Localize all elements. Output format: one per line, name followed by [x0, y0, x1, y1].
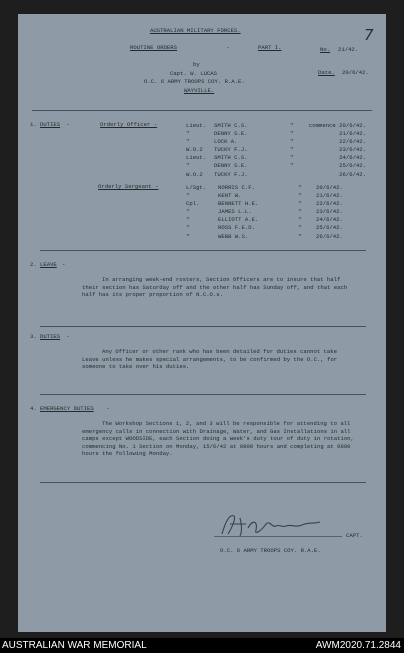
signature-line — [214, 536, 342, 537]
sergeant-name: JAMES L.L. — [218, 208, 252, 216]
section-title: DUTIES — [40, 121, 61, 128]
divider — [40, 250, 366, 251]
ditto-mark: " — [298, 192, 302, 200]
ditto-mark: " — [290, 138, 294, 146]
ditto-mark: " — [290, 122, 294, 129]
rank: Lieut. — [186, 154, 207, 162]
sergeant-date-column — [316, 184, 343, 241]
rank: " — [186, 232, 190, 240]
ditto-mark: " — [290, 130, 294, 138]
order-no-value: 21/42. — [338, 46, 359, 53]
officer-name-column — [214, 122, 248, 179]
ditto-mark: " — [298, 232, 302, 240]
officer-date-column — [280, 122, 366, 179]
section-number: 2. — [30, 261, 37, 268]
rank: L/Sgt. — [186, 184, 207, 191]
ditto-mark: " — [298, 208, 302, 216]
rank: W.O.2 — [186, 170, 203, 178]
ditto-mark: " — [290, 162, 294, 170]
order-no-label: No. — [320, 46, 331, 53]
rank: " — [186, 224, 190, 232]
rank: " — [186, 192, 190, 200]
emergency-paragraph: The Workshop Sections 1, 2, and 3 will be responsible for attending to all emergency calls in connection with Drainage, Water, and Gas Installations in all camps except WOODSIDE, each Section doing a week's duty tour of duty in rotation, commencing No. 1 Section on Monday, 15/6/42 at 0800 hours and completing at 0800 hours the following Monday. — [82, 420, 354, 458]
ditto-mark: " — [298, 184, 302, 191]
doc-title: ROUTINE ORDERS — [130, 44, 177, 51]
duty-date: 21/6/42. — [316, 192, 343, 200]
section-title: EMERGENCY DUTIES — [40, 405, 94, 412]
section-number: 4. — [30, 405, 37, 412]
sergeant-name: ELLIOTT A.E. — [218, 216, 259, 224]
rank: " — [186, 138, 190, 146]
rank: " — [186, 130, 190, 138]
divider — [32, 110, 372, 111]
duty-date: 20/6/42. — [316, 184, 343, 191]
duty-date: 22/6/42. — [339, 138, 366, 146]
sergeant-ditto-column — [298, 184, 301, 241]
section-dash: - — [66, 333, 70, 340]
sergeant-name: KENT W. — [218, 192, 242, 200]
section-dash: - — [62, 261, 66, 268]
date-label: Date. — [318, 69, 335, 76]
duty-date: 21/6/42. — [339, 130, 366, 138]
part-label: PART I. — [258, 44, 282, 51]
duty-date: 26/6/42. — [316, 232, 343, 240]
place-line: WAYVILLE. — [184, 87, 215, 94]
duty-date: 22/6/42. — [316, 200, 343, 208]
rank: " — [186, 208, 190, 216]
sergeant-name: ROSS F.E.D. — [218, 224, 255, 232]
signature-unit: O.C. 6 ARMY TROOPS COY. R.A.E. — [220, 547, 321, 554]
by-line: by — [193, 61, 200, 68]
ditto-mark: " — [290, 154, 294, 162]
archive-footer — [0, 638, 404, 653]
org-heading: AUSTRALIAN MILITARY FORCES. — [150, 27, 241, 34]
officer-name: TUCKY F.J. — [214, 146, 248, 154]
rank: " — [186, 162, 190, 170]
ditto-mark: " — [290, 146, 294, 154]
rank: Lieut. — [186, 122, 207, 129]
ditto-mark: " — [298, 200, 302, 208]
officer-name: LOCK A. — [214, 138, 238, 146]
duties-paragraph: Any Officer or other rank who has been detailed for duties cannot take Leave unless he makes special arrangements, to be confirmed by the O.C., for someone to take over his duties. — [82, 348, 338, 371]
footer-accession-number: AWM2020.71.2844 — [315, 640, 401, 651]
document-sheet — [18, 14, 386, 632]
section-title: LEAVE — [40, 261, 57, 268]
officer-name: DENNY S.E. — [214, 130, 248, 138]
officer-name: DENNY S.E. — [214, 162, 248, 170]
title-dash: - — [226, 44, 230, 51]
rank: W.O.2 — [186, 146, 203, 154]
sergeant-name: NORRIS C.F. — [218, 184, 255, 191]
folio-mark: 7 — [364, 26, 374, 44]
orderly-officer-label: Orderly Officer - — [100, 121, 158, 128]
sergeant-name: WEBB W.S. — [218, 232, 249, 240]
section-title: DUTIES — [40, 333, 61, 340]
sergeant-name: BENNETT H.E. — [218, 200, 259, 208]
divider — [40, 326, 366, 327]
officer-name: TUCKY F.J. — [214, 170, 248, 178]
duty-date: 24/6/42. — [339, 154, 366, 162]
date-value: 20/6/42. — [342, 69, 369, 76]
divider — [40, 394, 366, 395]
divider — [40, 482, 366, 483]
unit-line: O.C. 6 ARMY TROOPS COY. R.A.E. — [144, 78, 245, 85]
officer-name: Capt. W. LUCAS — [170, 70, 217, 77]
ditto-mark: " — [298, 216, 302, 224]
duty-date: 26/6/42. — [339, 170, 366, 178]
section-number: 3. — [30, 333, 37, 340]
sergeant-rank-column — [186, 184, 206, 241]
duty-date: commence 20/6/42. — [308, 122, 366, 129]
rank: Cpl. — [186, 200, 200, 208]
rank: " — [186, 216, 190, 224]
duty-date: 24/6/42. — [316, 216, 343, 224]
footer-institution: AUSTRALIAN WAR MEMORIAL — [2, 640, 147, 651]
officer-name: SMITH C.S. — [214, 154, 248, 162]
ditto-mark: " — [298, 224, 302, 232]
section-dash: - — [106, 405, 110, 412]
section-number: 1. — [30, 121, 37, 128]
leave-paragraph: In arranging week-end rosters, Section Officers are to insure that half their section has Saturday off and the other half has Sunday off, and that each half has its proper proportion of N.C.O.s. — [82, 276, 348, 299]
officer-name: SMITH C.S. — [214, 122, 248, 129]
officer-rank-column — [186, 122, 206, 179]
duty-date: 25/6/42. — [339, 162, 366, 170]
sergeant-name-column — [218, 184, 258, 241]
duty-date: 23/6/42. — [316, 208, 343, 216]
duty-date: 25/6/42. — [316, 224, 343, 232]
orderly-sergeant-label: Orderly Sergeant - — [98, 183, 159, 190]
signature-rank: CAPT. — [346, 532, 363, 539]
section-dash: - — [66, 121, 70, 128]
duty-date: 23/6/42. — [339, 146, 366, 154]
